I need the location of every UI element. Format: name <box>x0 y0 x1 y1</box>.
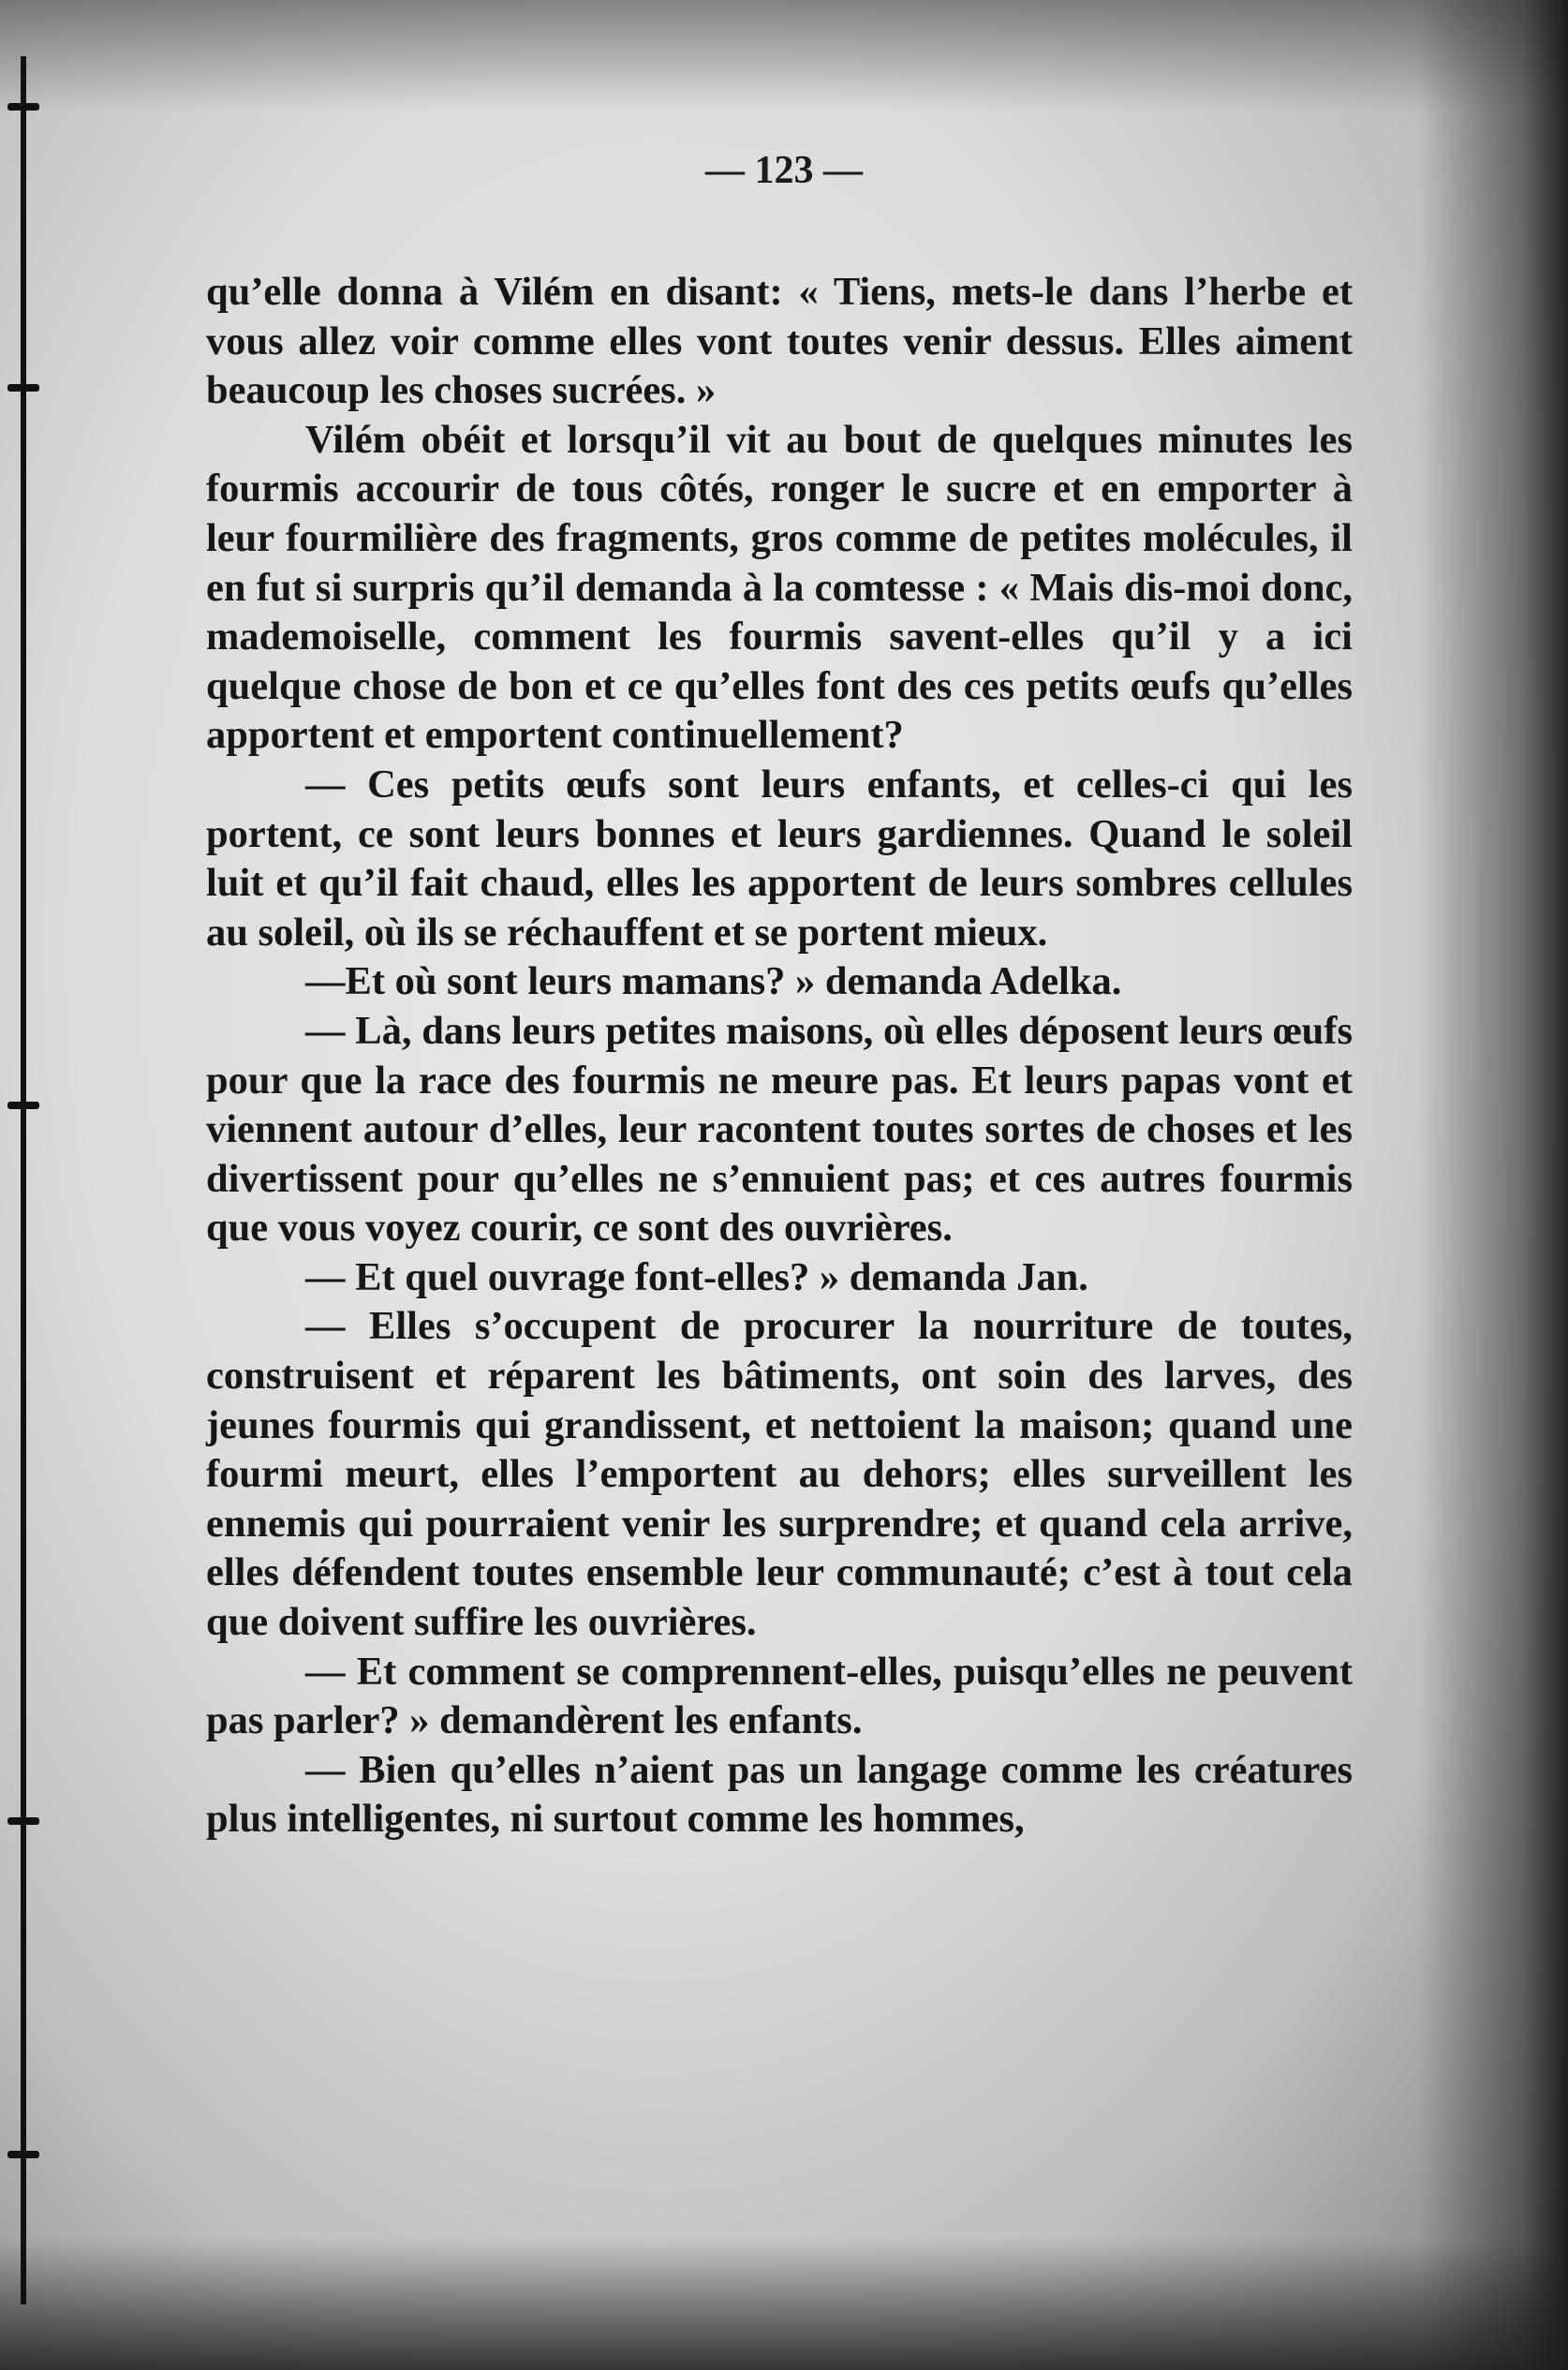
body-text <box>206 268 1353 1844</box>
paragraph: — Ces petits œufs sont leurs enfants, et celles-ci qui les portent, ce sont leurs bonnes et leurs gardiennes. Quand le soleil luit et qu’il fait chaud, elles les apportent de leurs sombres cellules au soleil, où ils se réchauffent et se portent mieux. <box>206 762 1353 955</box>
paragraph: Vilém obéit et lorsqu’il vit au bout de quelques minutes les fourmis accourir de tous côtés, ronger le sucre et en emporter à leur fourmilière des fragments, gros comme de petites molécules, il en fut si surpris qu’il demanda à la comtesse : « Mais dis-moi donc, mademoiselle, comment les fourmis savent-elles qu’il y a ici quelque chose de bon et ce qu’elles font des ces petits œufs qu’elles apportent et emportent continuellement? <box>206 417 1353 758</box>
paragraph: — Là, dans leurs petites maisons, où elles déposent leurs œufs pour que la race des fourmis ne meure pas. Et leurs papas vont et viennent autour d’elles, leur racontent toutes sortes de choses et les divertissent pour qu’elles ne s’ennuient pas; et ces autres fourmis que vous voyez courir, ce sont des ouvrières. <box>206 1008 1353 1251</box>
scan-shadow-bottom <box>0 2239 1568 2370</box>
paragraph: — Bien qu’elles n’aient pas un langage comme les créatures plus intelligentes, ni surtout comme les hommes, <box>206 1747 1353 1842</box>
paragraph: —Et où sont leurs mamans? » demanda Adelka. <box>305 959 1122 1004</box>
binding-stitch-mark <box>7 1102 39 1109</box>
paragraph: — Et quel ouvrage font-elles? » demanda Jan. <box>305 1254 1088 1299</box>
binding-stitch-mark <box>7 384 39 392</box>
binding-stitch-mark <box>7 103 39 111</box>
paragraph: — Et comment se comprennent-elles, puisqu’elles ne peuvent pas parler? » demandèrent les enfants. <box>206 1649 1353 1743</box>
binding-stitch-mark <box>7 2151 39 2158</box>
scan-shadow-right <box>1418 0 1568 2370</box>
page-number: — 123 — <box>705 149 863 192</box>
scan-shadow-top <box>0 0 1568 112</box>
binding-stitch-mark <box>7 1817 39 1825</box>
paragraph: — Elles s’occupent de procurer la nourriture de toutes, construisent et réparent les bâtiments, ont soin des larves, des jeunes fourmis qui grandissent, et nettoient la maison; quand une fourmi meurt, elles l’emportent au dehors; elles surveillent les ennemis qui pourraient venir les surprendre; et quand cela arrive, elles défendent toutes ensemble leur communauté; c’est à tout cela que doivent suffire les ouvrières. <box>206 1304 1353 1645</box>
paragraph: qu’elle donna à Vilém en disant: « Tiens, mets-le dans l’herbe et vous allez voir comme elles vont toutes venir dessus. Elles aiment beaucoup les choses sucrées. » <box>206 270 1353 413</box>
binding-edge <box>21 56 26 2304</box>
